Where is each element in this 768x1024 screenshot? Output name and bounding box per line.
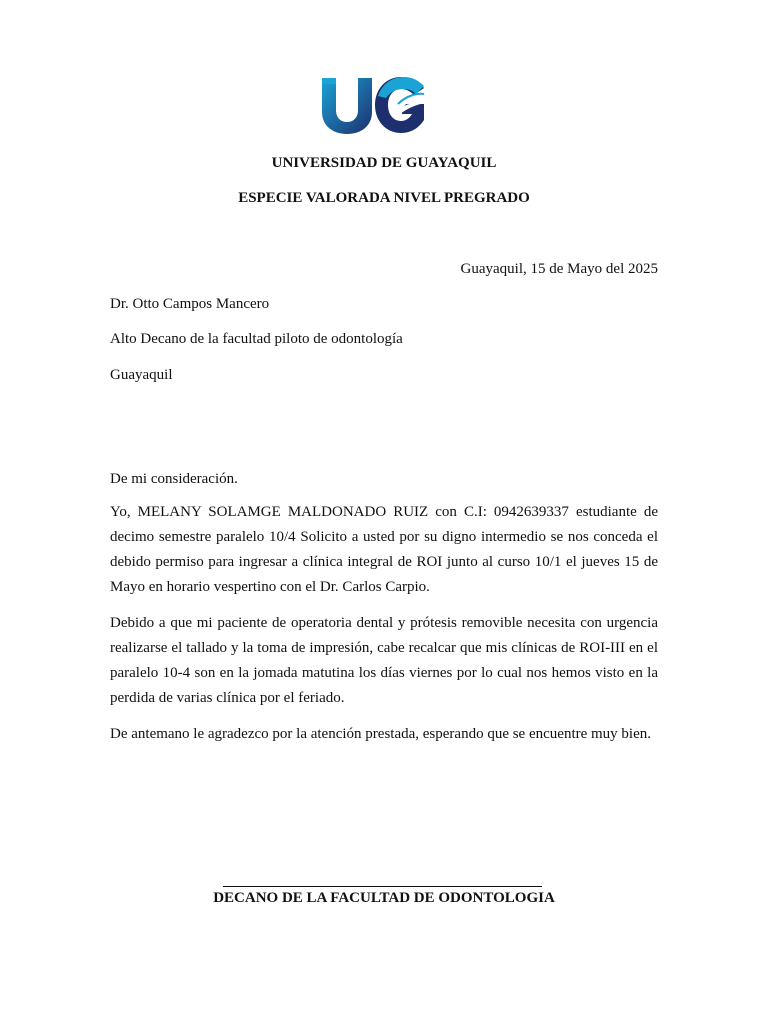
place-date: Guayaquil, 15 de Mayo del 2025	[460, 261, 658, 277]
recipient-name: Dr. Otto Campos Mancero	[110, 296, 270, 312]
signature-line	[223, 886, 542, 887]
greeting: De mi consideración.	[110, 471, 238, 487]
body-paragraph: De antemano le agradezco por la atención prestada, esperando que se encuentre muy bien.	[110, 726, 652, 742]
ug-logo	[320, 74, 428, 136]
recipient-city: Guayaquil	[110, 367, 173, 383]
body-paragraph: Debido a que mi paciente de operatoria dental y prótesis removible necesita con urgencia realizarse el tallado y la toma de impresión, cabe recalcar que mis clínicas de ROI-III en el paralelo 10-4 son en la jomada matutina los días viernes por lo cual nos hemos visto en la perdida de varias clínica por el feriado.	[110, 615, 658, 706]
body-paragraph: Yo, MELANY SOLAMGE MALDONADO RUIZ con C.I: 0942639337 estudiante de decimo semestre paralelo 10/4 Solicito a usted por su digno intermedio se nos conceda el debido permiso para ingresar a clínica integral de ROI junto al curso 10/1 el jueves 15 de Mayo en horario vespertino con el Dr. Carlos Carpio.	[110, 504, 658, 595]
document-type: ESPECIE VALORADA NIVEL PREGRADO	[238, 190, 530, 206]
institution-name: UNIVERSIDAD DE GUAYAQUIL	[271, 155, 497, 171]
signature-title: DECANO DE LA FACULTAD DE ODONTOLOGIA	[213, 890, 555, 906]
recipient-title: Alto Decano de la facultad piloto de odontología	[110, 331, 403, 347]
